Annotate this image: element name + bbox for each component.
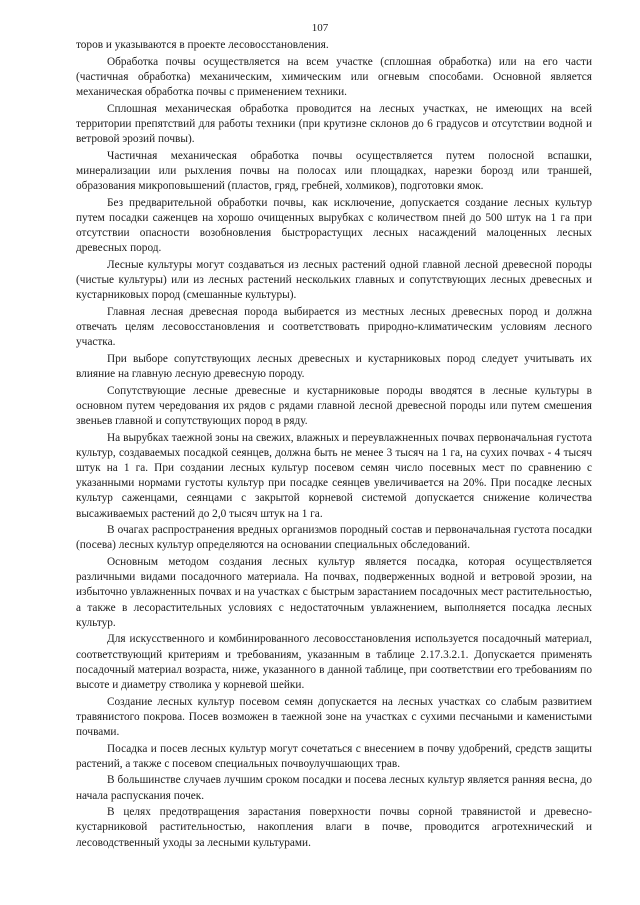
paragraph: Создание лесных культур посевом семян допускается на лесных участках со слабым развитием травянистого покрова. Посев возможен в таежной зоне на участках с сухими песчаными и каменистыми почвами.: [76, 695, 592, 739]
paragraph: Сопутствующие лесные древесные и кустарниковые породы вводятся в лесные культуры в основном путем чередования их рядов с рядами главной лесной древесной породы или путем смешения звеньев главной и сопутствующих пород в ряду.: [76, 384, 592, 427]
paragraph: Посадка и посев лесных культур могут сочетаться с внесением в почву удобрений, средств защиты растений, а также с посевом специальных почвоулучшающих трав.: [76, 742, 592, 770]
page-number: 107: [311, 22, 329, 34]
paragraph: Для искусственного и комбинированного лесовосстановления используется посадочный материал, соответствующий критериям и требованиям, указанным в таблице 2.17.3.2.1. Допускается применять посадочный материал возраста, ниже, указанного в данной таблице, при соответствии его требованиям по высоте и диаметру стволика у корневой шейки.: [76, 633, 592, 692]
paragraph: При выборе сопутствующих лесных древесных и кустарниковых пород следует учитывать их влияние на главную лесную древесную породу.: [76, 352, 592, 380]
paragraph: Без предварительной обработки почвы, как исключение, допускается создание лесных культур путем посадки саженцев на хорошо очищенных вырубках с количеством пней до 500 штук на 1 га при отсутствии опасности возобновления быстрорастущих лесных насаждений малоценных лесных древесных пород.: [76, 196, 592, 255]
paragraph-continuation: торов и указываются в проекте лесовосстановления.: [76, 39, 329, 51]
paragraph: Частичная механическая обработка почвы осуществляется путем полосной вспашки, минерализации или рыхления почвы на полосах или площадках, нарезки борозд или траншей, образования микроповышений (пластов, гряд, гребней, холмиков), подготовки ямок.: [76, 149, 592, 192]
body-text: [76, 38, 592, 852]
paragraph: Главная лесная древесная порода выбирается из местных лесных древесных пород и должна отвечать целям лесовосстановления и соответствовать природно-климатическим условиям лесного участка.: [76, 305, 592, 349]
paragraph: В очагах распространения вредных организмов породный состав и первоначальная густота посадки (посева) лесных культур определяются на основании специальных обследований.: [76, 524, 592, 552]
paragraph: В целях предотвращения зарастания поверхности почвы сорной травянистой и древесно-кустарниковой растительностью, накопления влаги в почве, проводится агротехнический и лесоводственный уходы за лесными культурами.: [76, 806, 592, 849]
paragraph: Основным методом создания лесных культур является посадка, которая осуществляется различными видами посадочного материала. На почвах, подверженных водной и ветровой эрозии, на избыточно увлажненных почвах и на участках с быстрым зарастанием посадочных мест растительностью, а также в лесорастительных условиях с недостаточным увлажнением, выполняется посадка лесных культур.: [76, 556, 592, 629]
paragraph: Сплошная механическая обработка проводится на лесных участках, не имеющих на всей территории препятствий для работы техники (при крутизне склонов до 6 градусов и отсутствии водной и ветровой эрозий почвы).: [76, 102, 592, 145]
paragraph: Лесные культуры могут создаваться из лесных растений одной главной лесной древесной породы (чистые культуры) или из лесных растений нескольких главных и сопутствующих лесных древесных и кустарниковых пород (смешанные культуры).: [76, 258, 592, 302]
paragraph: В большинстве случаев лучшим сроком посадки и посева лесных культур является ранняя весна, до начала распускания почек.: [76, 774, 592, 802]
paragraph: Обработка почвы осуществляется на всем участке (сплошная обработка) или на его части (частичная обработка) механическим, химическим или огневым способами. Основной является механическая обработка почвы с применением техники.: [76, 55, 592, 98]
paragraph: На вырубках таежной зоны на свежих, влажных и переувлажненных почвах первоначальная густота культур, создаваемых посадкой сеянцев, должна быть не менее 3 тысяч на 1 га, на сухих почвах - 4 тысяч штук на 1 га. При создании лесных культур посевом семян число посевных мест по сравнению с указанными нормами густоты культур при посадке сеянцев увеличивается на 20%. При посадке лесных культур саженцами, сеянцами с закрытой корневой системой допускается снижение количества высаживаемых растений до 2,0 тысяч штук на 1 га.: [76, 431, 592, 520]
